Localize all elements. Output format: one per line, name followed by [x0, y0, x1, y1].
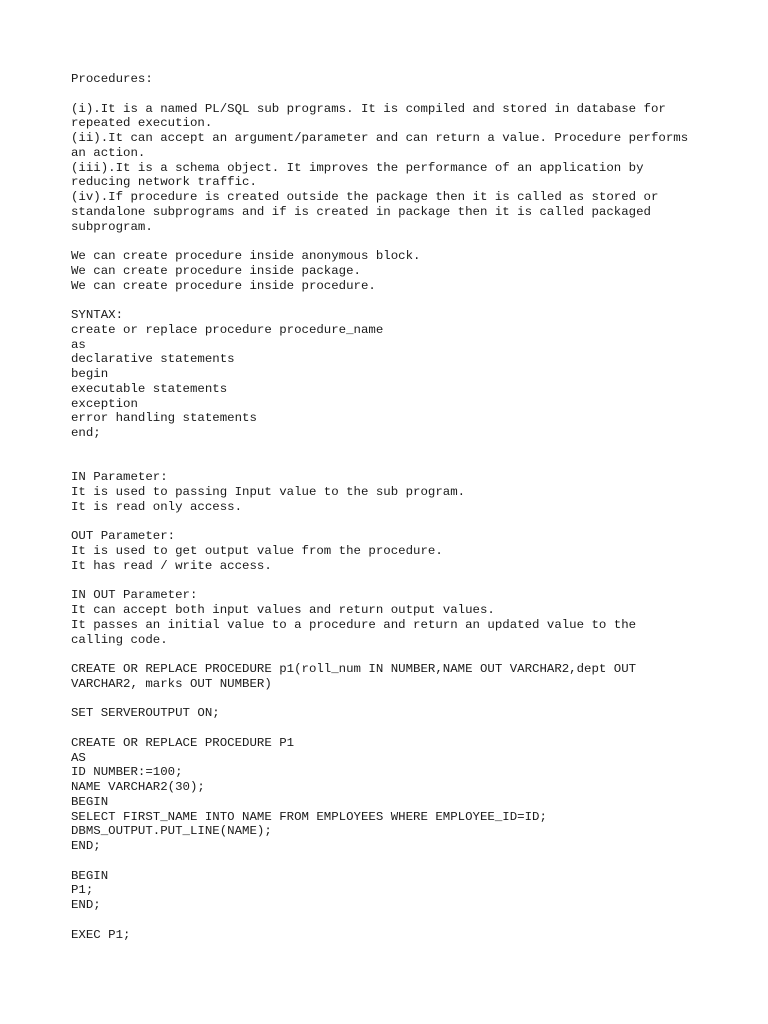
text-line: We can create procedure inside anonymous block.: [71, 249, 421, 263]
text-line: reducing network traffic.: [71, 175, 257, 190]
text-line: END;: [71, 898, 101, 912]
text-line: declarative statements: [71, 352, 235, 367]
text-line: calling code.: [71, 632, 168, 647]
text-line: SYNTAX:: [71, 308, 124, 322]
text-line: NAME VARCHAR2(30);: [71, 780, 205, 794]
blank-line: [71, 913, 731, 928]
text-line: an action.: [71, 145, 146, 160]
text-line: OUT Parameter:: [71, 529, 176, 544]
text-line: It is used to passing Input value to the sub program.: [71, 485, 466, 499]
blank-line: [71, 647, 731, 662]
text-line: VARCHAR2, marks OUT NUMBER): [71, 676, 272, 691]
text-line: (ii).It can accept an argument/parameter and can return a value. Procedure performs: [71, 131, 689, 145]
text-line: DBMS_OUTPUT.PUT_LINE(NAME);: [71, 824, 272, 839]
text-line: CREATE OR REPLACE PROCEDURE p1(roll_num IN NUMBER,NAME OUT VARCHAR2,dept OUT: [71, 662, 637, 676]
document-page: [71, 72, 731, 942]
blank-line: [71, 441, 731, 456]
blank-line: [71, 515, 731, 530]
text-line: error handling statements: [71, 411, 257, 426]
text-line: repeated execution.: [71, 116, 213, 131]
blank-line: [71, 456, 731, 471]
blank-line: [71, 234, 731, 249]
text-line: create or replace procedure procedure_name: [71, 322, 384, 337]
text-line: begin: [71, 367, 109, 381]
text-line: It is read only access.: [71, 499, 243, 514]
text-line: P1;: [71, 883, 94, 898]
blank-line: [71, 721, 731, 736]
text-line: IN OUT Parameter:: [71, 588, 198, 603]
text-line: CREATE OR REPLACE PROCEDURE P1: [71, 735, 295, 750]
blank-line: [71, 293, 731, 308]
text-line: (iv).If procedure is created outside the package then it is called as stored or: [71, 190, 659, 204]
text-line: BEGIN: [71, 794, 109, 809]
text-line: standalone subprograms and if is created in package then it is called packaged: [71, 204, 651, 219]
text-line: end;: [71, 426, 101, 440]
text-line: executable statements: [71, 381, 228, 396]
text-line: Procedures:: [71, 72, 153, 86]
text-line: IN Parameter:: [71, 470, 168, 485]
text-line: ID NUMBER:=100;: [71, 765, 183, 780]
text-line: (iii).It is a schema object. It improves the performance of an application by: [71, 160, 644, 175]
blank-line: [71, 854, 731, 869]
text-line: exception: [71, 396, 138, 411]
blank-line: [71, 692, 731, 707]
text-line: SELECT FIRST_NAME INTO NAME FROM EMPLOYEES WHERE EMPLOYEE_ID=ID;: [71, 809, 547, 824]
text-line: BEGIN: [71, 868, 109, 883]
text-line: END;: [71, 839, 101, 853]
blank-line: [71, 574, 731, 589]
text-line: as: [71, 337, 86, 352]
text-line: SET SERVEROUTPUT ON;: [71, 706, 220, 721]
text-line: AS: [71, 750, 86, 765]
text-line: We can create procedure inside package.: [71, 263, 361, 278]
text-line: EXEC P1;: [71, 927, 131, 942]
text-line: It passes an initial value to a procedure and return an updated value to the: [71, 617, 637, 632]
text-line: subprogram.: [71, 219, 153, 234]
text-line: It has read / write access.: [71, 558, 272, 573]
text-line: It can accept both input values and return output values.: [71, 603, 495, 617]
blank-line: [71, 87, 731, 102]
text-line: We can create procedure inside procedure.: [71, 278, 376, 293]
text-line: It is used to get output value from the procedure.: [71, 544, 443, 558]
text-line: (i).It is a named PL/SQL sub programs. It is compiled and stored in database for: [71, 101, 666, 116]
